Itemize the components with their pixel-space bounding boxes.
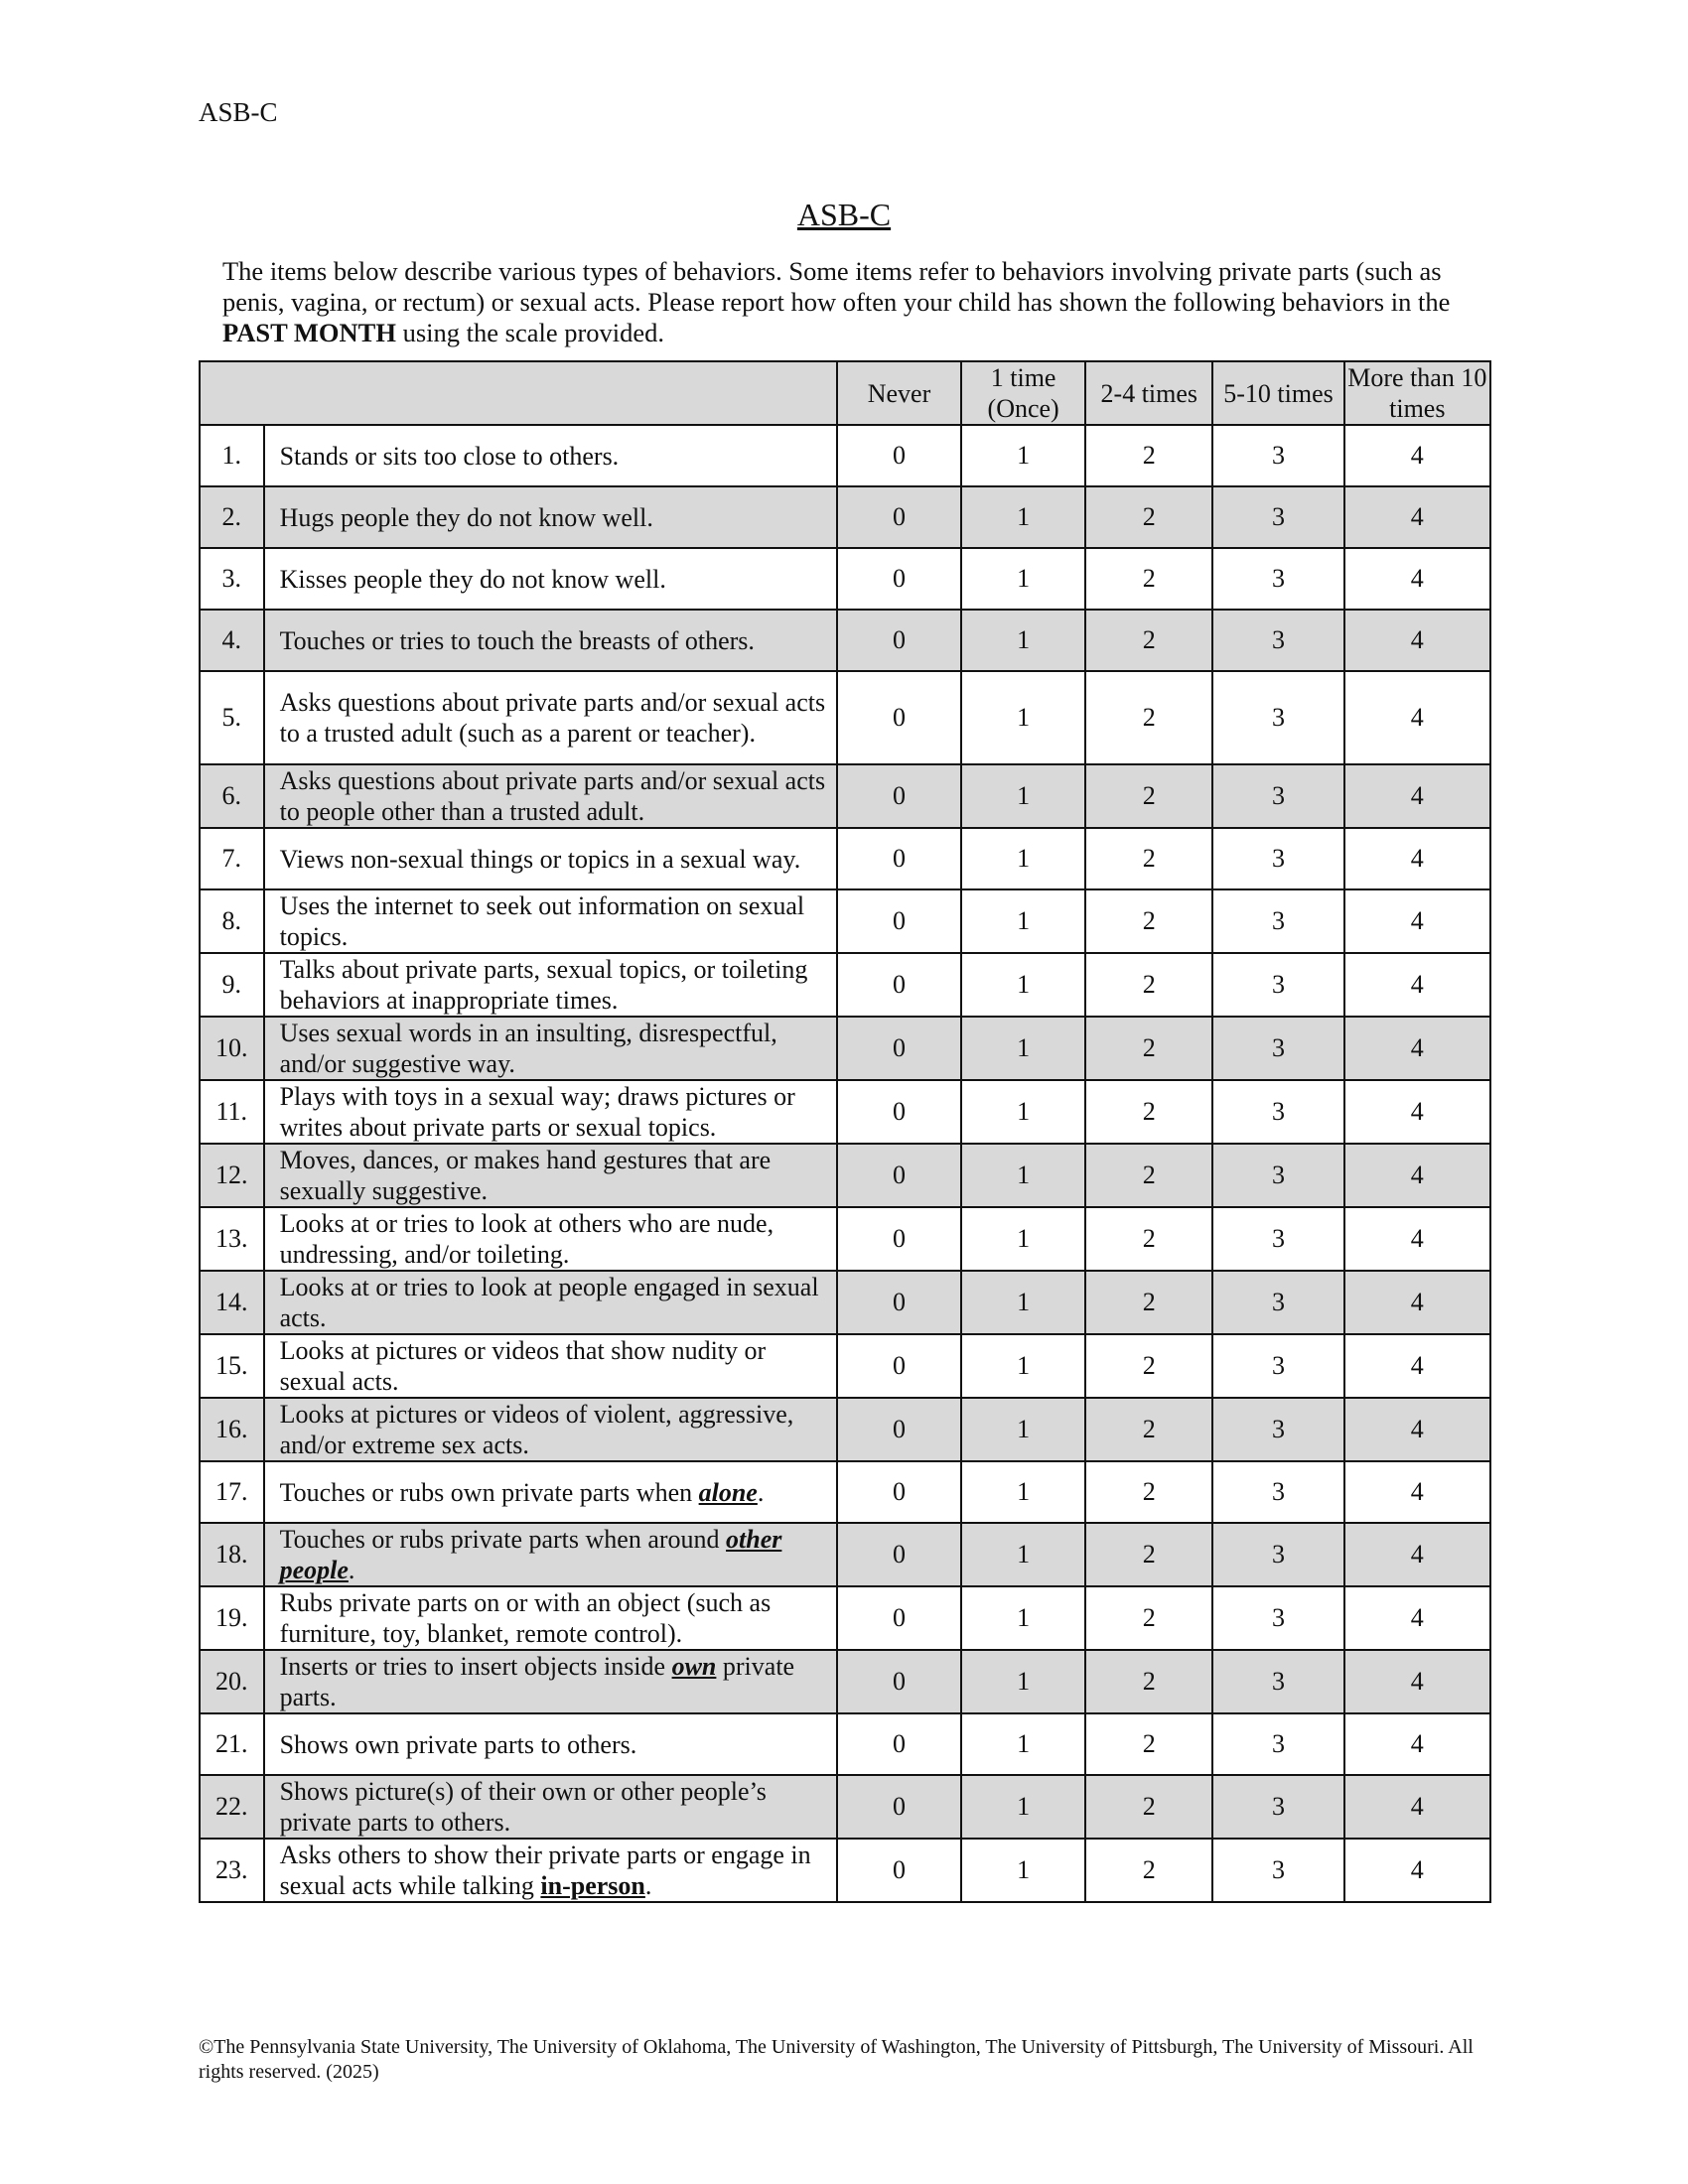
item-number: 13. — [200, 1207, 264, 1271]
score-option[interactable]: 1 — [961, 1334, 1085, 1398]
score-option[interactable]: 3 — [1212, 889, 1343, 953]
score-option[interactable]: 1 — [961, 1080, 1085, 1144]
score-option[interactable]: 0 — [837, 953, 961, 1017]
item-text-post: . — [348, 1556, 355, 1584]
item-text-pre: Touches or rubs own private parts when — [279, 1477, 699, 1507]
score-option[interactable]: 0 — [837, 1271, 961, 1334]
score-option[interactable]: 4 — [1344, 1713, 1490, 1775]
score-option[interactable]: 3 — [1212, 1207, 1343, 1271]
item-text: Asks questions about private parts and/or sexual acts to a trusted adult (such as a parent or teacher). — [264, 671, 837, 764]
score-option[interactable]: 2 — [1085, 1586, 1212, 1650]
score-option[interactable]: 0 — [837, 1650, 961, 1713]
score-option[interactable]: 4 — [1344, 889, 1490, 953]
item-number: 6. — [200, 764, 264, 828]
score-option[interactable]: 4 — [1344, 1523, 1490, 1586]
score-option[interactable]: 0 — [837, 828, 961, 889]
score-option[interactable]: 4 — [1344, 1271, 1490, 1334]
item-text — [264, 1461, 837, 1523]
score-option[interactable]: 2 — [1085, 1017, 1212, 1080]
score-option[interactable]: 3 — [1212, 425, 1343, 486]
score-option[interactable]: 4 — [1344, 1775, 1490, 1839]
score-option[interactable]: 4 — [1344, 1461, 1490, 1523]
score-option[interactable]: 0 — [837, 1839, 961, 1902]
score-option[interactable]: 2 — [1085, 671, 1212, 764]
table-row — [200, 828, 1490, 889]
table-row — [200, 1523, 1490, 1586]
score-option[interactable]: 0 — [837, 1398, 961, 1461]
score-option[interactable]: 2 — [1085, 828, 1212, 889]
document-title: ASB-C — [796, 197, 892, 232]
score-option[interactable]: 4 — [1344, 828, 1490, 889]
score-option[interactable]: 0 — [837, 1080, 961, 1144]
item-number: 3. — [200, 548, 264, 610]
table-row — [200, 1461, 1490, 1523]
score-option[interactable]: 1 — [961, 1461, 1085, 1523]
score-option[interactable]: 1 — [961, 1523, 1085, 1586]
item-text: Stands or sits too close to others. — [264, 425, 837, 486]
score-option[interactable]: 2 — [1085, 1080, 1212, 1144]
score-option[interactable]: 3 — [1212, 486, 1343, 548]
item-number: 5. — [200, 671, 264, 764]
score-option[interactable]: 3 — [1212, 1523, 1343, 1586]
item-text-pre: Touches or rubs private parts when around — [279, 1525, 727, 1554]
item-text: Views non-sexual things or topics in a sexual way. — [264, 828, 837, 889]
score-option[interactable]: 0 — [837, 610, 961, 671]
item-text-pre: Inserts or tries to insert objects inside — [279, 1652, 672, 1681]
score-option[interactable]: 3 — [1212, 1839, 1343, 1902]
item-rows — [200, 425, 1490, 1902]
item-text: Moves, dances, or makes hand gestures that are sexually suggestive. — [264, 1144, 837, 1207]
item-number: 16. — [200, 1398, 264, 1461]
score-option[interactable]: 1 — [961, 1586, 1085, 1650]
score-option[interactable]: 2 — [1085, 1775, 1212, 1839]
score-option[interactable]: 1 — [961, 1271, 1085, 1334]
item-text — [264, 1839, 837, 1902]
score-option[interactable]: 2 — [1085, 1398, 1212, 1461]
score-option[interactable]: 2 — [1085, 1334, 1212, 1398]
instructions-part1: The items below describe various types of behaviors. Some items refer to behaviors involving private parts (such as penis, vagina, or rectum) or sexual acts. Please report how often your child has shown the following behaviors in the — [222, 256, 1451, 317]
table-row — [200, 425, 1490, 486]
score-option[interactable]: 4 — [1344, 1017, 1490, 1080]
table-row — [200, 1713, 1490, 1775]
score-option[interactable]: 4 — [1344, 425, 1490, 486]
score-option[interactable]: 0 — [837, 1775, 961, 1839]
item-text — [264, 1650, 837, 1713]
item-text: Asks questions about private parts and/or sexual acts to people other than a trusted adult. — [264, 764, 837, 828]
score-option[interactable]: 4 — [1344, 1144, 1490, 1207]
item-number: 7. — [200, 828, 264, 889]
table-row — [200, 486, 1490, 548]
item-text-emphasis: in-person — [540, 1871, 645, 1900]
score-option[interactable]: 3 — [1212, 1461, 1343, 1523]
score-option[interactable]: 1 — [961, 486, 1085, 548]
score-option[interactable]: 0 — [837, 889, 961, 953]
item-text-post: . — [644, 1871, 652, 1900]
header-item-cell — [200, 361, 837, 425]
score-option[interactable]: 4 — [1344, 671, 1490, 764]
item-text-pre: Asks others to show their private parts or engage in sexual acts while talking — [279, 1841, 811, 1900]
instructions — [222, 256, 1493, 348]
item-text-post: private parts. — [279, 1652, 795, 1711]
score-option[interactable]: 2 — [1085, 1461, 1212, 1523]
item-text — [264, 1523, 837, 1586]
column-header: 5-10 times — [1212, 361, 1343, 425]
score-option[interactable]: 3 — [1212, 764, 1343, 828]
score-option[interactable]: 2 — [1085, 486, 1212, 548]
score-option[interactable]: 2 — [1085, 610, 1212, 671]
score-option[interactable]: 0 — [837, 1586, 961, 1650]
score-option[interactable]: 1 — [961, 1207, 1085, 1271]
column-header: 2-4 times — [1085, 361, 1212, 425]
score-option[interactable]: 2 — [1085, 764, 1212, 828]
table-row — [200, 1144, 1490, 1207]
score-option[interactable]: 0 — [837, 764, 961, 828]
score-option[interactable]: 3 — [1212, 1017, 1343, 1080]
item-text: Shows own private parts to others. — [264, 1713, 837, 1775]
score-option[interactable]: 1 — [961, 548, 1085, 610]
score-option[interactable]: 0 — [837, 1713, 961, 1775]
score-option[interactable]: 2 — [1085, 889, 1212, 953]
score-option[interactable]: 2 — [1085, 1271, 1212, 1334]
score-option[interactable]: 3 — [1212, 610, 1343, 671]
score-option[interactable]: 3 — [1212, 828, 1343, 889]
table-header-row — [200, 361, 1490, 425]
score-option[interactable]: 3 — [1212, 1713, 1343, 1775]
item-text: Looks at pictures or videos of violent, aggressive, and/or extreme sex acts. — [264, 1398, 837, 1461]
item-number: 17. — [200, 1461, 264, 1523]
rating-table — [199, 360, 1491, 1903]
table-row — [200, 671, 1490, 764]
instructions-bold: PAST MONTH — [222, 318, 396, 347]
column-header: 1 time (Once) — [961, 361, 1085, 425]
score-option[interactable]: 3 — [1212, 548, 1343, 610]
table-row — [200, 1775, 1490, 1839]
score-option[interactable]: 3 — [1212, 1144, 1343, 1207]
item-text-emphasis: alone — [698, 1477, 758, 1507]
score-option[interactable]: 1 — [961, 889, 1085, 953]
item-text: Talks about private parts, sexual topics, or toileting behaviors at inappropriate times. — [264, 953, 837, 1017]
score-option[interactable]: 3 — [1212, 1271, 1343, 1334]
score-option[interactable]: 1 — [961, 610, 1085, 671]
score-option[interactable]: 4 — [1344, 1207, 1490, 1271]
score-option[interactable]: 1 — [961, 1017, 1085, 1080]
instructions-part2: using the scale provided. — [395, 318, 665, 347]
score-option[interactable]: 4 — [1344, 1586, 1490, 1650]
item-text: Looks at pictures or videos that show nudity or sexual acts. — [264, 1334, 837, 1398]
score-option[interactable]: 1 — [961, 1144, 1085, 1207]
score-option[interactable]: 4 — [1344, 548, 1490, 610]
score-option[interactable]: 4 — [1344, 1080, 1490, 1144]
item-text-emphasis: own — [671, 1652, 717, 1681]
score-option[interactable]: 3 — [1212, 953, 1343, 1017]
score-option[interactable]: 3 — [1212, 1398, 1343, 1461]
item-text: Uses the internet to seek out information on sexual topics. — [264, 889, 837, 953]
item-text: Shows picture(s) of their own or other people’s private parts to others. — [264, 1775, 837, 1839]
item-number: 10. — [200, 1017, 264, 1080]
item-number: 1. — [200, 425, 264, 486]
score-option[interactable]: 0 — [837, 1523, 961, 1586]
score-option[interactable]: 2 — [1085, 1207, 1212, 1271]
table-row — [200, 889, 1490, 953]
score-option[interactable]: 1 — [961, 764, 1085, 828]
item-number: 23. — [200, 1839, 264, 1902]
item-text: Hugs people they do not know well. — [264, 486, 837, 548]
table-row — [200, 953, 1490, 1017]
score-option[interactable]: 0 — [837, 671, 961, 764]
score-option[interactable]: 3 — [1212, 1650, 1343, 1713]
score-option[interactable]: 0 — [837, 1017, 961, 1080]
item-text: Looks at or tries to look at others who are nude, undressing, and/or toileting. — [264, 1207, 837, 1271]
score-option[interactable]: 1 — [961, 671, 1085, 764]
score-option[interactable]: 3 — [1212, 1334, 1343, 1398]
score-option[interactable]: 2 — [1085, 425, 1212, 486]
item-number: 18. — [200, 1523, 264, 1586]
table-row — [200, 1839, 1490, 1902]
score-option[interactable]: 0 — [837, 425, 961, 486]
item-number: 2. — [200, 486, 264, 548]
table-row — [200, 1398, 1490, 1461]
score-option[interactable]: 2 — [1085, 1523, 1212, 1586]
item-text: Kisses people they do not know well. — [264, 548, 837, 610]
table-row — [200, 1207, 1490, 1271]
item-text: Plays with toys in a sexual way; draws pictures or writes about private parts or sexual topics. — [264, 1080, 837, 1144]
score-option[interactable]: 0 — [837, 1144, 961, 1207]
item-number: 19. — [200, 1586, 264, 1650]
item-number: 20. — [200, 1650, 264, 1713]
item-text-post: . — [757, 1477, 765, 1507]
score-option[interactable]: 3 — [1212, 1586, 1343, 1650]
item-text: Uses sexual words in an insulting, disrespectful, and/or suggestive way. — [264, 1017, 837, 1080]
score-option[interactable]: 0 — [837, 1461, 961, 1523]
item-number: 12. — [200, 1144, 264, 1207]
score-option[interactable]: 0 — [837, 548, 961, 610]
score-option[interactable]: 0 — [837, 1207, 961, 1271]
table-row — [200, 1271, 1490, 1334]
score-option[interactable]: 1 — [961, 1650, 1085, 1713]
score-option[interactable]: 4 — [1344, 764, 1490, 828]
score-option[interactable]: 4 — [1344, 1398, 1490, 1461]
item-text-emphasis: other people — [279, 1525, 782, 1584]
score-option[interactable]: 2 — [1085, 1144, 1212, 1207]
item-number: 15. — [200, 1334, 264, 1398]
score-option[interactable]: 4 — [1344, 610, 1490, 671]
item-number: 22. — [200, 1775, 264, 1839]
score-option[interactable]: 0 — [837, 486, 961, 548]
item-text: Touches or tries to touch the breasts of others. — [264, 610, 837, 671]
table-row — [200, 1650, 1490, 1713]
score-option[interactable]: 2 — [1085, 1713, 1212, 1775]
table-row — [200, 610, 1490, 671]
item-text: Rubs private parts on or with an object (such as furniture, toy, blanket, remote control). — [264, 1586, 837, 1650]
score-option[interactable]: 2 — [1085, 1650, 1212, 1713]
score-option[interactable]: 3 — [1212, 671, 1343, 764]
score-option[interactable]: 0 — [837, 1334, 961, 1398]
item-number: 14. — [200, 1271, 264, 1334]
item-number: 11. — [200, 1080, 264, 1144]
score-option[interactable]: 1 — [961, 828, 1085, 889]
item-text: Looks at or tries to look at people engaged in sexual acts. — [264, 1271, 837, 1334]
column-header: Never — [837, 361, 961, 425]
score-option[interactable]: 1 — [961, 1775, 1085, 1839]
item-number: 8. — [200, 889, 264, 953]
score-option[interactable]: 1 — [961, 425, 1085, 486]
score-option[interactable]: 4 — [1344, 953, 1490, 1017]
score-option[interactable]: 1 — [961, 1713, 1085, 1775]
score-option[interactable]: 4 — [1344, 1839, 1490, 1902]
score-option[interactable]: 1 — [961, 1839, 1085, 1902]
item-number: 9. — [200, 953, 264, 1017]
score-option[interactable]: 1 — [961, 1398, 1085, 1461]
table-row — [200, 1017, 1490, 1080]
table-row — [200, 1334, 1490, 1398]
score-option[interactable]: 1 — [961, 953, 1085, 1017]
item-number: 4. — [200, 610, 264, 671]
header-tag: ASB-C — [199, 97, 278, 127]
table-row — [200, 1586, 1490, 1650]
score-option[interactable]: 2 — [1085, 953, 1212, 1017]
score-option[interactable]: 4 — [1344, 1650, 1490, 1713]
column-header: More than 10 times — [1344, 361, 1490, 425]
score-option[interactable]: 4 — [1344, 1334, 1490, 1398]
score-option[interactable]: 3 — [1212, 1775, 1343, 1839]
item-number: 21. — [200, 1713, 264, 1775]
score-option[interactable]: 3 — [1212, 1080, 1343, 1144]
table-row — [200, 1080, 1490, 1144]
table-row — [200, 764, 1490, 828]
score-option[interactable]: 4 — [1344, 486, 1490, 548]
copyright-footer: ©The Pennsylvania State University, The University of Oklahoma, The University of Washington, The University of Pittsburgh, The University of Missouri. All rights reserved. (2025) — [199, 2036, 1474, 2083]
score-option[interactable]: 2 — [1085, 1839, 1212, 1902]
score-option[interactable]: 2 — [1085, 548, 1212, 610]
table-row — [200, 548, 1490, 610]
